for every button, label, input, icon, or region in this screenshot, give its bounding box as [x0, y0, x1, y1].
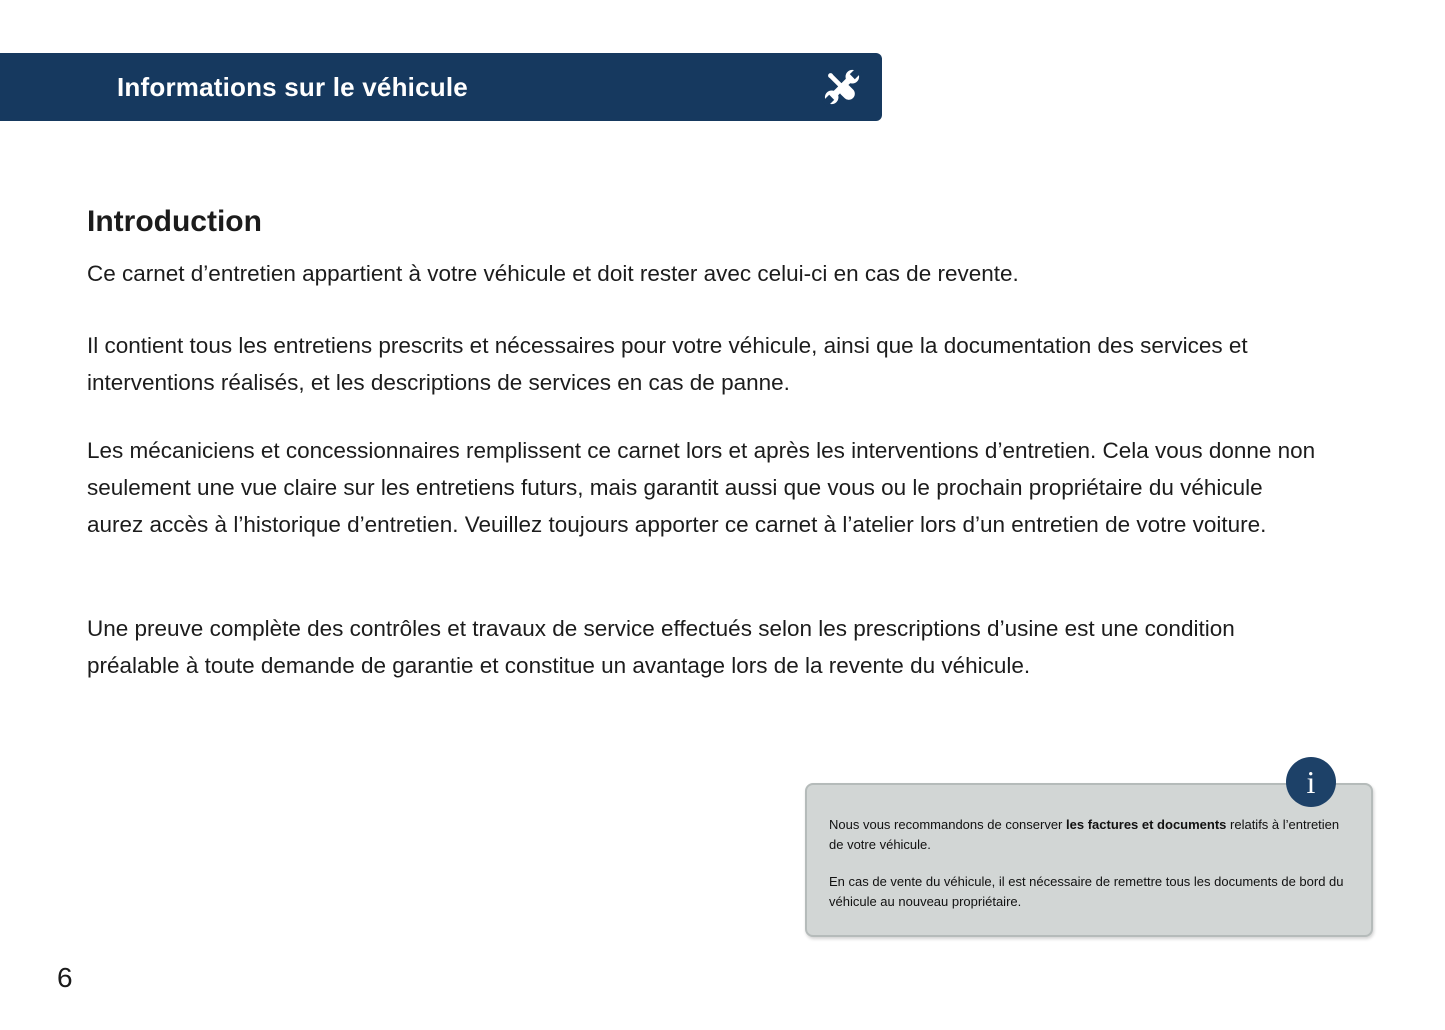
info-icon	[1286, 757, 1336, 807]
banner-title: Informations sur le véhicule	[117, 71, 468, 102]
info-box-paragraph-1	[829, 815, 1345, 854]
section-banner	[0, 53, 882, 121]
intro-paragraph-1: Ce carnet d’entretien appartient à votre véhicule et doit rester avec celui-ci en cas de revente.	[87, 261, 1019, 286]
intro-paragraph-3: Les mécaniciens et concessionnaires remplissent ce carnet lors et après les interventions d’entretien. Cela vous donne non seulement une vue claire sur les entretiens futurs, mais garantit aussi que vous ou le prochain propriétaire du véhicule aurez accès à l’historique d’entretien. Veuillez toujours apporter ce carnet à l’atelier lors d’un entretien de votre voiture.	[87, 438, 1316, 537]
info-box-p1-bold: les factures et documents	[1066, 817, 1227, 832]
intro-paragraph-4: Une preuve complète des contrôles et travaux de service effectués selon les prescriptions d’usine est une condition préalable à toute demande de garantie et constitue un avantage lors de la revente du véhicule.	[87, 616, 1235, 678]
intro-heading: Introduction	[87, 205, 262, 238]
info-icon-glyph: i	[1306, 763, 1316, 800]
info-box-paragraph-2: En cas de vente du véhicule, il est nécessaire de remettre tous les documents de bord du véhicule au nouveau propriétaire.	[829, 874, 1344, 909]
intro-paragraph-2: Il contient tous les entretiens prescrits et nécessaires pour votre véhicule, ainsi que la documentation des services et interventions réalisés, et les descriptions de services en cas de panne.	[87, 333, 1248, 395]
page-number: 6	[57, 962, 73, 993]
info-box-p1-prefix: Nous vous recommandons de conserver	[829, 817, 1067, 832]
info-box-p1-suffix: relatifs à l’entretien de votre véhicule.	[829, 817, 1340, 852]
tools-icon	[817, 62, 867, 112]
info-box	[805, 783, 1373, 937]
